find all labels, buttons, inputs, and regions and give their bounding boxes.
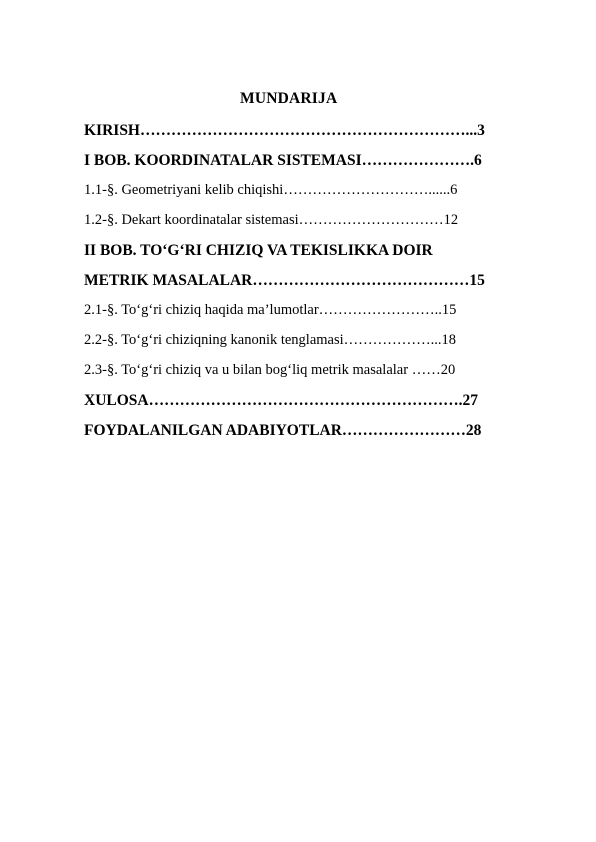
toc-entry-kirish: KIRISH………………………………………………………...3	[84, 122, 485, 139]
toc-entry-references: FOYDALANILGAN ADABIYOTLAR……………………28	[84, 422, 482, 439]
toc-entry-chapter-2-line-2: METRIK MASALALAR……………………………………15	[84, 272, 485, 289]
toc-entry-chapter-2-line-1: II BOB. TO‘G‘RI CHIZIQ VA TEKISLIKKA DOIR	[84, 242, 433, 259]
toc-entry-chapter-1: I BOB. KOORDINATALAR SISTEMASI………………….6	[84, 152, 482, 169]
toc-entry-section-1-1: 1.1-§. Geometriyani kelib chiqishi…………………………......6	[84, 182, 458, 198]
toc-entry-xulosa: XULOSA…………………………………………………….27	[84, 392, 478, 409]
toc-entry-section-2-3: 2.3-§. To‘g‘ri chiziq va u bilan bog‘liq metrik masalalar ……20	[84, 362, 456, 378]
toc-entry-section-2-1: 2.1-§. To‘g‘ri chiziq haqida ma’lumotlar……………………..15	[84, 302, 457, 318]
toc-title: MUNDARIJA	[240, 90, 338, 107]
toc-entry-section-1-2: 1.2-§. Dekart koordinatalar sistemasi…………………………12	[84, 212, 459, 228]
toc-entry-section-2-2: 2.2-§. To‘g‘ri chiziqning kanonik tenglamasi………………...18	[84, 332, 457, 348]
